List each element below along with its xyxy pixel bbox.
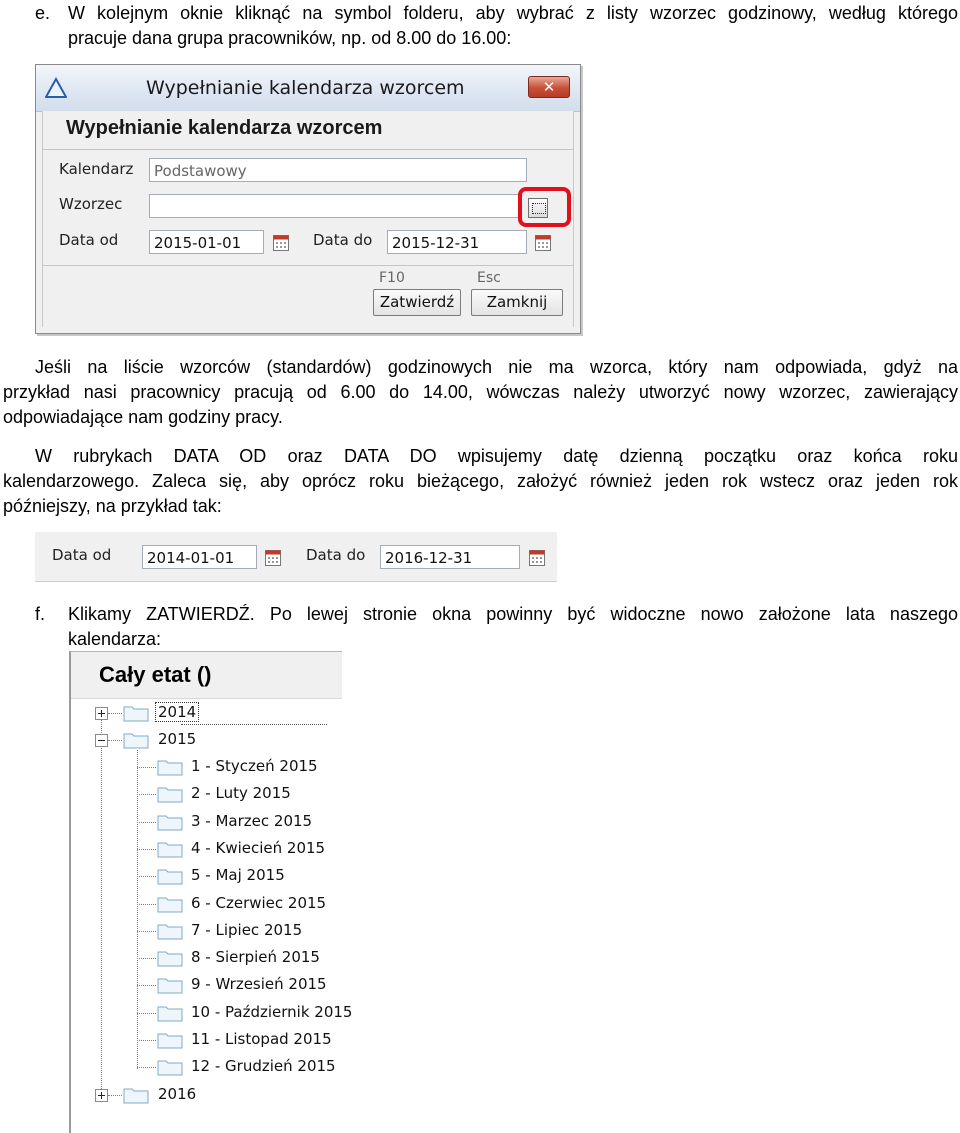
tree-connector (108, 1095, 122, 1096)
tree-node-month[interactable]: 5 - Maj 2015 (191, 866, 285, 884)
paragraph-1-line-2: przykład nasi pracownicy pracują od 6.00 do 14.00, wówczas należy utworzyć nowy wzorzec, zawierający (3, 382, 958, 402)
folder-icon (157, 867, 183, 885)
calendar-icon[interactable] (535, 234, 551, 251)
paragraph-2-line-3: późniejszy, na przykład tak: (3, 496, 222, 516)
tree-connector (137, 849, 156, 850)
tree-node-month[interactable]: 9 - Wrzesień 2015 (191, 975, 327, 993)
tree-node-month[interactable]: 6 - Czerwiec 2015 (191, 894, 327, 912)
tree-connector (137, 767, 156, 768)
warning-triangle-icon (45, 77, 67, 99)
wzorzec-label: Wzorzec (59, 195, 123, 213)
tree-selection-underline (181, 724, 327, 725)
dialog-window-title: Wypełnianie kalendarza wzorcem (146, 77, 465, 99)
highlight-annotation (518, 187, 571, 227)
cancel-shortcut-hint: Esc (477, 270, 501, 286)
tree-connector (137, 1067, 156, 1068)
date-range-example (35, 532, 557, 582)
folder-icon (157, 758, 183, 776)
tree-node-2014[interactable]: 2014 (158, 703, 197, 721)
step-e-line-2: pracuje dana grupa pracowników, np. od 8.00 do 16.00: (68, 28, 512, 48)
tree-connector (108, 713, 122, 714)
folder-icon (157, 785, 183, 803)
folder-icon (157, 922, 183, 940)
tree-node-month[interactable]: 3 - Marzec 2015 (191, 812, 313, 830)
folder-icon (157, 1004, 183, 1022)
calendar-icon[interactable] (529, 549, 545, 566)
tree-connector (137, 931, 156, 932)
tree-connector (108, 740, 122, 741)
paragraph-2-line-1: W rubrykach DATA OD oraz DATA DO wpisujemy datę dzienną początku oraz końca roku (35, 446, 958, 466)
example-data-od-field[interactable]: 2014-01-01 (142, 545, 257, 569)
tree-connector (137, 822, 156, 823)
tree-connector (137, 958, 156, 959)
tree-connector (137, 904, 156, 905)
plus-expander-icon[interactable] (95, 1089, 108, 1102)
tree-connector (137, 985, 156, 986)
paragraph-1-line-1: Jeśli na liście wzorców (standardów) godzinowych nie ma wzorca, który nam odpowiada, gdyż na (35, 357, 958, 377)
tree-connector (137, 794, 156, 795)
header-divider (42, 149, 574, 150)
folder-icon (157, 949, 183, 967)
calendar-tree (69, 651, 353, 1133)
tree-root-line (101, 714, 102, 1095)
fill-calendar-dialog (35, 64, 581, 334)
data-do-field[interactable]: 2015-12-31 (387, 230, 527, 254)
folder-icon (157, 813, 183, 831)
tree-connector (137, 876, 156, 877)
tree-node-month[interactable]: 4 - Kwiecień 2015 (191, 839, 326, 857)
plus-expander-icon[interactable] (95, 707, 108, 720)
folder-icon (157, 1031, 183, 1049)
confirm-shortcut-hint: F10 (379, 270, 405, 286)
tree-header (71, 652, 342, 699)
minus-expander-icon[interactable] (95, 734, 108, 747)
calendar-icon[interactable] (265, 549, 281, 566)
example-data-od-label: Data od (52, 546, 112, 564)
folder-icon (123, 704, 149, 722)
tree-node-month[interactable]: 1 - Styczeń 2015 (191, 757, 318, 775)
folder-icon (157, 840, 183, 858)
tree-title: Cały etat () (99, 662, 212, 687)
folder-icon (123, 1086, 149, 1104)
paragraph-1-line-3: odpowiadające nam godziny pracy. (3, 407, 283, 427)
data-od-field[interactable]: 2015-01-01 (149, 230, 264, 254)
kalendarz-field[interactable]: Podstawowy (149, 158, 527, 182)
cancel-button[interactable]: Zamknij (471, 289, 563, 316)
tree-connector (137, 1040, 156, 1041)
footer-divider (42, 265, 574, 266)
step-f-marker: f. (35, 604, 46, 624)
kalendarz-label: Kalendarz (59, 160, 134, 178)
tree-2015-line (137, 750, 138, 1069)
tree-node-month[interactable]: 7 - Lipiec 2015 (191, 921, 303, 939)
tree-node-month[interactable]: 2 - Luty 2015 (191, 784, 291, 802)
step-e-line-1: W kolejnym oknie kliknąć na symbol folderu, aby wybrać z listy wzorzec godzinowy, według którego (68, 3, 958, 23)
folder-icon (157, 1058, 183, 1076)
tree-node-month[interactable]: 8 - Sierpień 2015 (191, 948, 320, 966)
folder-icon (123, 731, 149, 749)
tree-node-month[interactable]: 12 - Grudzień 2015 (191, 1057, 336, 1075)
step-f-line-1: Klikamy ZATWIERDŹ. Po lewej stronie okna powinny być widoczne nowo założone lata naszego (68, 604, 958, 624)
tree-node-month[interactable]: 10 - Październik 2015 (191, 1003, 353, 1021)
example-data-do-label: Data do (306, 546, 366, 564)
tree-node-month[interactable]: 11 - Listopad 2015 (191, 1030, 332, 1048)
data-od-label: Data od (59, 231, 119, 249)
dialog-form-title: Wypełnianie kalendarza wzorcem (66, 117, 383, 139)
calendar-icon[interactable] (273, 234, 289, 251)
close-icon[interactable]: ✕ (528, 76, 570, 98)
folder-icon (157, 976, 183, 994)
folder-icon (157, 895, 183, 913)
tree-node-2015[interactable]: 2015 (158, 730, 197, 748)
wzorzec-field[interactable] (149, 194, 519, 218)
paragraph-2-line-2: kalendarzowego. Zaleca się, aby oprócz roku bieżącego, założyć również jeden rok wstecz oraz jeden rok (3, 471, 958, 491)
data-do-label: Data do (313, 231, 373, 249)
example-data-do-field[interactable]: 2016-12-31 (380, 545, 520, 569)
step-f-line-2: kalendarza: (68, 629, 162, 649)
confirm-button[interactable]: Zatwierdź (373, 289, 461, 316)
tree-connector (137, 1013, 156, 1014)
step-e-marker: e. (35, 3, 51, 23)
dialog-titlebar (36, 65, 580, 112)
tree-node-2016[interactable]: 2016 (158, 1085, 197, 1103)
